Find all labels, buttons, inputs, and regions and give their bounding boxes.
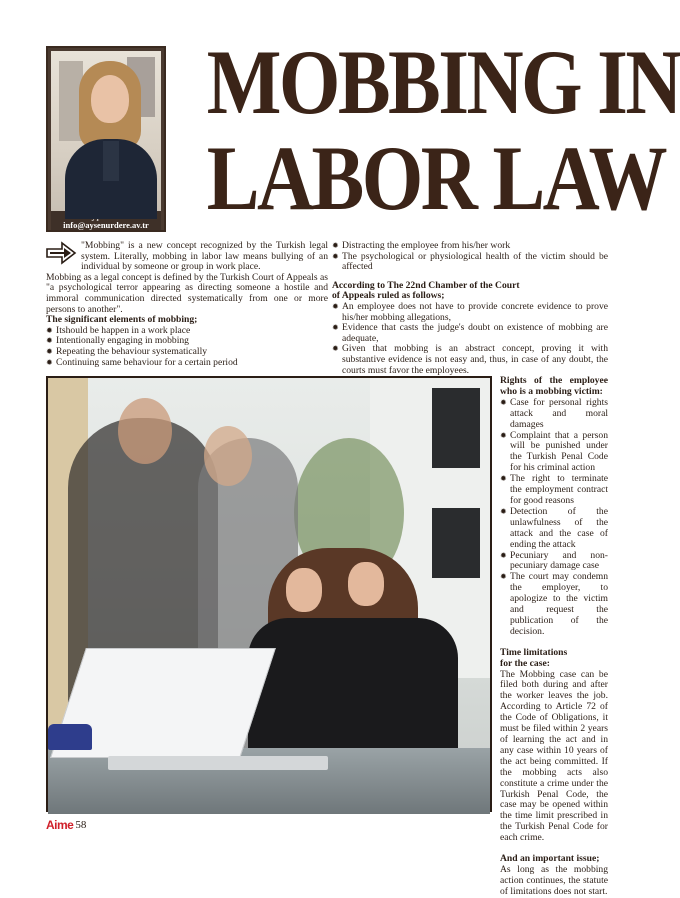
list-item: ✹ Evidence that casts the judge's doubt on existence of mobbing are adequate, bbox=[332, 322, 608, 344]
author-email[interactable]: info@aysenurdere.av.tr bbox=[63, 219, 149, 230]
list-item: ✹ Itshould be happen in a work place bbox=[46, 324, 191, 336]
star-bullet-icon: ✹ bbox=[46, 336, 53, 346]
intro-left-column bbox=[46, 241, 328, 368]
intro-paragraph-2: Mobbing as a legal concept is defined by the Turkish Court of Appeals as "a psychological terror appearing as directing someone a hostile and immoral communication directed systematically from one or more persons to another". bbox=[46, 271, 328, 315]
star-bullet-icon: ✹ bbox=[500, 430, 507, 440]
list-item: ✹ The psychological or physiological health of the victim should be affected bbox=[332, 250, 608, 273]
star-bullet-icon: ✹ bbox=[500, 572, 507, 582]
star-bullet-icon: ✹ bbox=[46, 357, 53, 367]
time-heading-2: for the case: bbox=[500, 657, 550, 669]
issue-heading: And an important issue; bbox=[500, 853, 600, 865]
star-bullet-icon: ✹ bbox=[500, 474, 507, 484]
time-heading-1: Time limitations bbox=[500, 646, 568, 658]
intro-paragraph-1: "Mobbing" is a new concept recognized by the Turkish legal system. Literally, mobbing in labor law means bullying of an individual by someone or group in work place. bbox=[81, 240, 328, 273]
author-photo bbox=[51, 51, 161, 211]
photo-man-head bbox=[118, 398, 172, 464]
star-bullet-icon: ✹ bbox=[332, 241, 339, 250]
star-bullet-icon: ✹ bbox=[332, 251, 339, 261]
photo-laptop-base bbox=[108, 756, 328, 770]
photo-victim-hand bbox=[348, 562, 384, 606]
list-item: ✹ Complaint that a person will be punished under the Turkish Penal Code for his criminal action bbox=[500, 429, 608, 474]
article-title bbox=[206, 31, 680, 229]
issue-paragraph: As long as the mobbing action continues, the statute of limitations does not start. bbox=[500, 863, 608, 897]
page-footer bbox=[46, 818, 86, 832]
list-item: ✹ Continuing same behaviour for a certain period bbox=[46, 356, 238, 368]
list-item: ✹ Case for personal rights attack and moral damages bbox=[500, 396, 608, 430]
title-line-1: MOBBING IN bbox=[206, 31, 680, 133]
star-bullet-icon: ✹ bbox=[332, 323, 339, 333]
chamber-heading-2: of Appeals ruled as follows; bbox=[332, 290, 445, 302]
list-item: ✹ Given that mobbing is an abstract concept, proving it with substantive evidence is not easy and, thus, in case of any doubt, the courts must favor the employees. bbox=[332, 343, 608, 376]
author-photo-frame bbox=[46, 46, 166, 232]
list-item: ✹ Detection of the unlawfulness of the attack and the case of ending the attack bbox=[500, 505, 608, 550]
photo-face bbox=[91, 75, 129, 123]
photo-victim-hand bbox=[286, 568, 322, 612]
list-item: ✹ Intentionally engaging in mobbing bbox=[46, 335, 189, 347]
time-paragraph: The Mobbing case can be filed both during and after the worker leaves the job. According to Article 72 of the Code of Obligations, it must be filed within 2 years of learning the act and in any case within 10 years of the act being committed. If the mobbing acts also constitute a crime under the Turkish Penal Code, the case may be opened within the time limit prescribed in the Turkish Penal Code for each crime. bbox=[500, 668, 608, 844]
chamber-heading-1: According to The 22nd Chamber of the Court bbox=[332, 279, 520, 291]
star-bullet-icon: ✹ bbox=[500, 397, 507, 407]
photo-stapler bbox=[48, 724, 92, 750]
photo-binders bbox=[432, 388, 480, 468]
list-item: ✹ Repeating the behaviour systematically bbox=[46, 345, 208, 357]
photo-shirt bbox=[103, 141, 119, 181]
star-bullet-icon: ✹ bbox=[46, 325, 53, 335]
photo-woman-head bbox=[204, 426, 252, 486]
sidebar-column bbox=[500, 376, 608, 898]
right-arrow-icon bbox=[46, 242, 76, 264]
rights-heading: Rights of the employee who is a mobbing victim: bbox=[500, 375, 608, 397]
list-item: ✹ Pecuniary and non-pecuniary damage case bbox=[500, 549, 608, 572]
star-bullet-icon: ✹ bbox=[500, 506, 507, 516]
list-item: ✹ The right to terminate the employment contract for good reasons bbox=[500, 473, 608, 506]
list-item: ✹ The court may condemn the employer, to apologize to the victim and request the publication of the decision. bbox=[500, 571, 608, 637]
photo-binders bbox=[432, 508, 480, 578]
intro-right-column bbox=[332, 241, 608, 376]
title-line-2: LABOR LAW bbox=[206, 127, 665, 229]
page-number: 58 bbox=[75, 819, 87, 831]
mobbing-photo bbox=[46, 376, 492, 812]
magazine-logo: Aime bbox=[46, 818, 74, 832]
star-bullet-icon: ✹ bbox=[500, 550, 507, 560]
elements-heading: The significant elements of mobbing; bbox=[46, 314, 198, 326]
list-item: ✹ An employee does not have to provide concrete evidence to prove his/her mobbing allegations, bbox=[332, 300, 608, 323]
star-bullet-icon: ✹ bbox=[332, 301, 339, 311]
list-item: ✹ Distracting the employee from his/her work bbox=[332, 240, 511, 251]
star-bullet-icon: ✹ bbox=[332, 344, 339, 354]
star-bullet-icon: ✹ bbox=[46, 346, 53, 356]
